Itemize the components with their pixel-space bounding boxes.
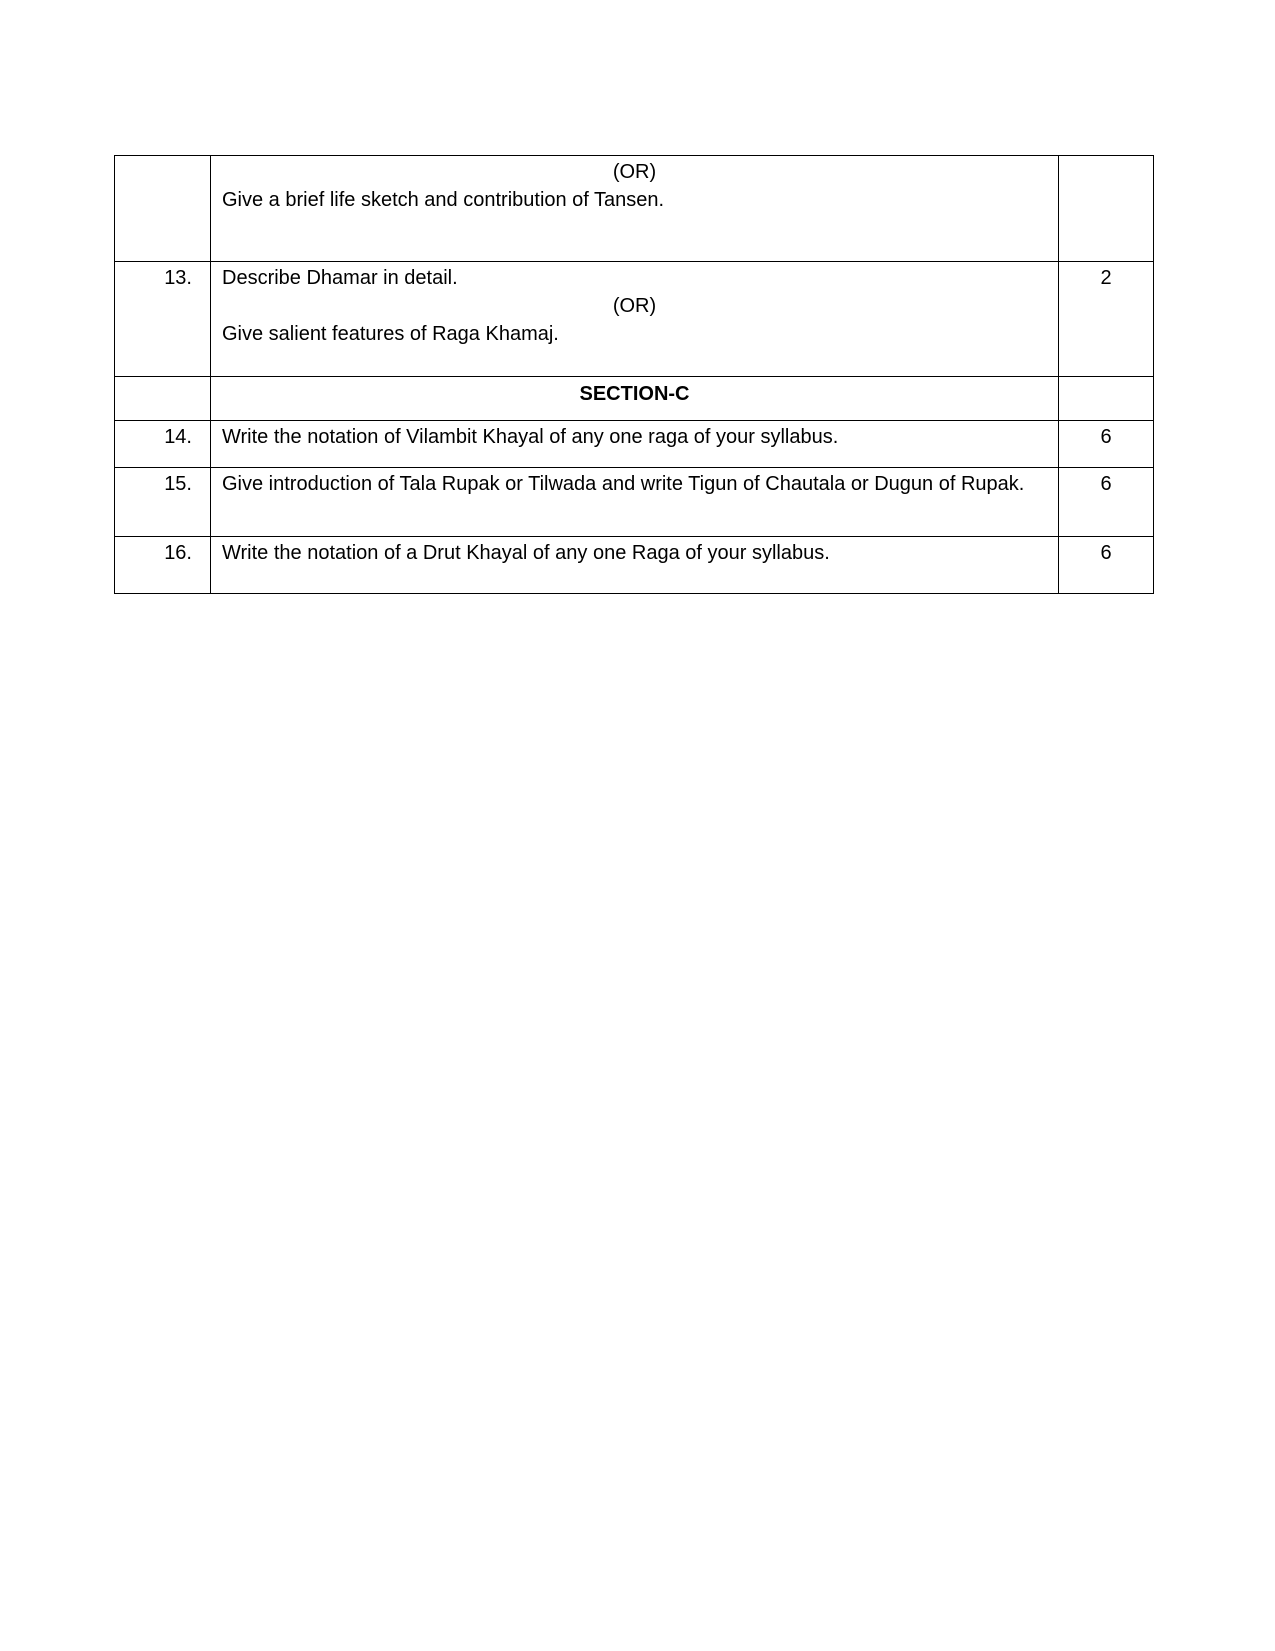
table-row: [115, 156, 1154, 262]
question-text: Write the notation of a Drut Khayal of any one Raga of your syllabus.: [211, 537, 1059, 594]
question-number: 14.: [115, 421, 211, 468]
marks-cell: 6: [1059, 537, 1154, 594]
question-cell: [211, 262, 1059, 377]
question-number: [115, 377, 211, 421]
or-separator: (OR): [612, 295, 657, 317]
question-number: 16.: [115, 537, 211, 594]
marks-cell: 6: [1059, 468, 1154, 537]
question-text-alternative: Give salient features of Raga Khamaj.: [222, 323, 559, 345]
table-row: [115, 262, 1154, 377]
marks-cell: [1059, 377, 1154, 421]
marks-cell: 2: [1059, 262, 1154, 377]
question-text: Give introduction of Tala Rupak or Tilwada and write Tigun of Chautala or Dugun of Rupak.: [211, 468, 1059, 537]
table-row: [115, 421, 1154, 468]
question-number: 15.: [115, 468, 211, 537]
marks-cell: [1059, 156, 1154, 262]
table-row: [115, 537, 1154, 594]
question-table: [114, 155, 1154, 594]
question-number: 13.: [115, 262, 211, 377]
or-separator: (OR): [612, 161, 657, 183]
question-number: [115, 156, 211, 262]
question-cell: [211, 156, 1059, 262]
table-row: [115, 468, 1154, 537]
marks-cell: 6: [1059, 421, 1154, 468]
question-text: Write the notation of Vilambit Khayal of any one raga of your syllabus.: [211, 421, 1059, 468]
question-text: Describe Dhamar in detail.: [222, 267, 458, 289]
section-heading: SECTION-C: [211, 377, 1059, 421]
table-row: [115, 377, 1154, 421]
question-text: Give a brief life sketch and contribution of Tansen.: [222, 189, 665, 211]
